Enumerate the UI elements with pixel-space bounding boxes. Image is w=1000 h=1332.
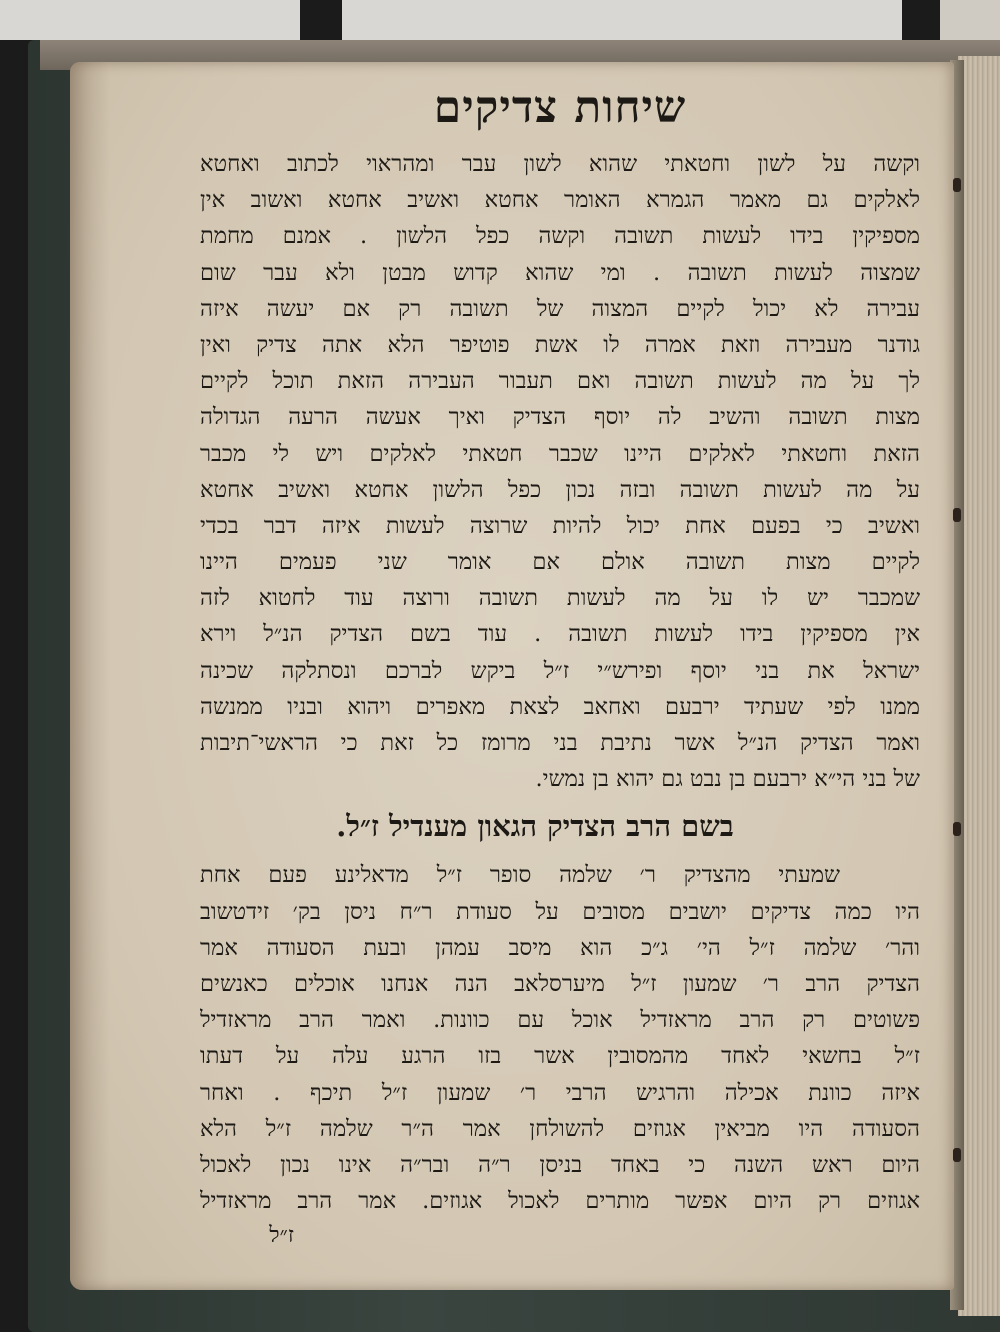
text-line: הצדיק הרב ר׳ שמעון ז״ל מיערסלאב הנה אנחנו אוכלים כאנשים	[200, 970, 920, 997]
page-inner-shadow	[70, 62, 110, 1290]
text-line: ואמר הצדיק הנ״ל אשר נתיבת בני מרומז כל זאת כי הראשי־תיבות	[200, 730, 920, 756]
paragraph-1	[200, 146, 920, 797]
text-line: גודנר מעבירה וזאת אמרה לו אשת פוטיפר הלא אתה צדיק ואין	[200, 331, 920, 358]
text-line: וקשה על לשון וחטאתי שהוא לשון עבר ומהראוי לכתוב ואחטא	[200, 151, 920, 177]
text-line: והר׳ שלמה ז״ל הי׳ ג״כ הוא מיסב עמהן ובעת הסעודה אמר	[200, 934, 920, 961]
text-line: היום ראש השנה כי באחד בניסן ר״ה ובר״ה אינו נכון לאכול	[200, 1151, 920, 1178]
text-line: שמצוה לעשות תשובה . ומי שהוא קדוש מבטן ולא עבר שום	[200, 259, 920, 286]
text-line: ז״ל בחשאי לאחד מהמסובין אשר בזו הרגע עלה על דעתו	[200, 1043, 920, 1070]
binding-stitch	[953, 822, 961, 836]
text-line: ואשיב כי בפעם אחת יכול להיות שרוצה לעשות איזה דבר בכדי	[200, 512, 920, 539]
catchword: ז״ל	[269, 1223, 294, 1249]
text-line: פשוטים רק הרב מראזדיל אוכל עם כוונות. ואמר הרב מראזדיל	[200, 1007, 920, 1034]
text-line: לך על מה לעשות תשובה ואם תעבור העבירה הזאת תוכל לקיים	[200, 368, 920, 395]
text-line: הזאת וחטאתי לאלקים היינו שכבר חטאתי לאלקים ויש לי מכבר	[200, 440, 920, 467]
section-heading: בשם הרב הצדיק הגאון מענדיל ז״ל.	[336, 809, 734, 844]
scanner-bed-strip	[342, 0, 902, 40]
text-line: הסעודה היו מביאין אגוזים להשולחן אמר ה״ר שלמה ז״ל הלא	[200, 1115, 920, 1142]
text-line: שמכבר יש לו על מה לעשות תשובה ורוצה עוד לחטוא לזה	[200, 585, 920, 612]
paragraph-2	[200, 857, 920, 1219]
scanner-bed-strip	[940, 0, 1000, 40]
text-line: מצות תשובה והשיב לה יוסף הצדיק ואיך אעשה הרעה הגדולה	[200, 404, 920, 431]
text-line: איזה כוונת אכילה והרגיש הרבי ר׳ שמעון ז״ל תיכף . ואחר	[200, 1079, 920, 1106]
text-line: אגוזים רק היום אפשר מותרים לאכול אגוזים. אמר הרב מראזדיל	[200, 1188, 920, 1215]
binding-stitch	[953, 178, 961, 192]
text-line: אין מספיקין בידו לעשות תשובה . עוד בשם הצדיק הנ״ל וירא	[200, 621, 920, 648]
text-line: על מה לעשות תשובה ובזה נכון כפל הלשון אחטא ואשיב אחטא	[200, 476, 920, 503]
text-line: של בני הי״א ירבעם בן נבט גם יהוא בן נמשי.	[535, 766, 920, 793]
text-line: ישראל את בני יוסף ופירש״י ז״ל ביקש לברכם ונסתלקה שכינה	[200, 657, 920, 684]
text-line: ממנו לפי שעתיד ירבעם ואחאב לצאת מאפרים ויהוא ובניו ממנשה	[200, 693, 920, 720]
binding-stitch	[953, 508, 961, 522]
text-line: לאלקים גם מאמר הגמרא האומר אחטא ואשיב אחטא ואשוב אין	[200, 187, 920, 214]
text-line: היו כמה צדיקים יושבים מסובים על סעודת ר״ח ניסן בק׳ זידטשוב	[200, 898, 920, 925]
page-text	[200, 78, 920, 1253]
text-line: שמעתי מהצדיק ר׳ שלמה סופר ז״ל מדאלינע פעם אחת	[200, 862, 840, 889]
page-block-edges	[958, 56, 1000, 1316]
binding-stitch	[953, 1148, 961, 1162]
text-line: עבירה לא יכול לקיים המצוה של תשובה רק אם יעשה איזה	[200, 295, 920, 322]
scanner-bed-strip	[0, 0, 300, 40]
text-line: לקיים מצות תשובה אולם אם אומר שני פעמים היינו	[200, 549, 920, 576]
text-line: מספיקין בידו לעשות תשובה וקשה כפל הלשון . אמנם מחמת	[200, 223, 920, 250]
page-title: שיחות צדיקים	[433, 82, 687, 133]
